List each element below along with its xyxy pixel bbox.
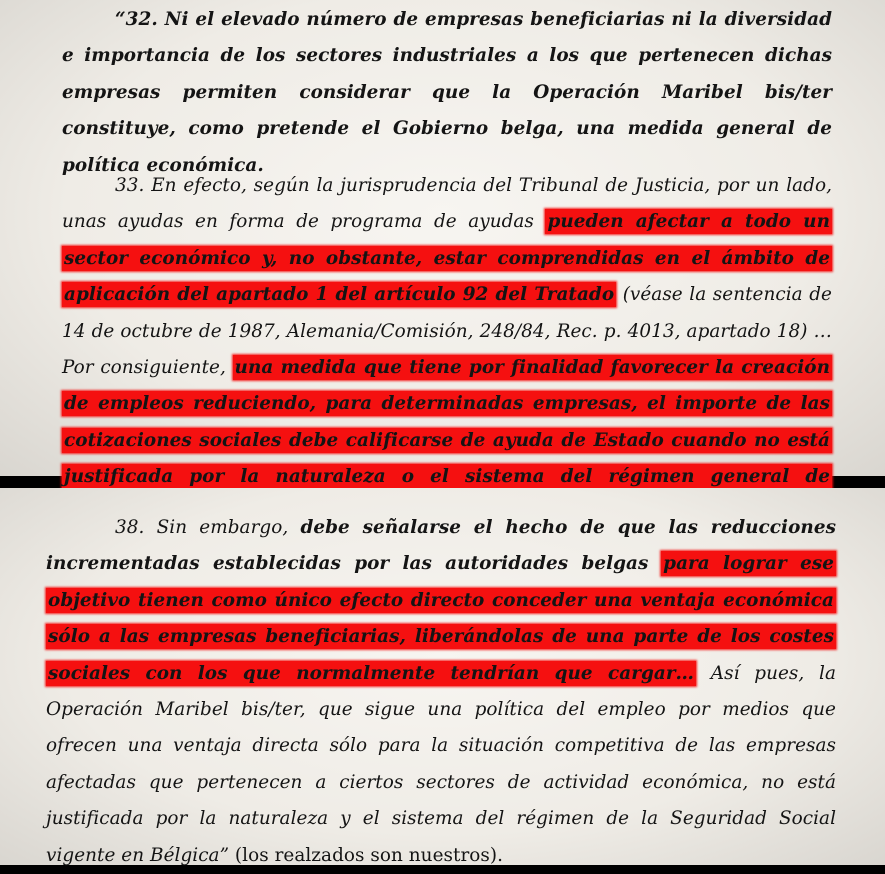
paragraph-33-intro: 33. En efecto, según la jurisprudencia del Tribunal de Justicia, por un lado, unas ayudas en forma de programa de ayudas [62,175,832,233]
bold-passage: debe señalarse el hecho de que las reducciones incrementadas establecidas por las autoridades belgas [46,517,836,575]
paragraph-38-rest: Así pues, la Operación Maribel bis/ter, que sigue una política del empleo por medios que ofrecen una ventaja directa sólo para la situación competitiva de las empresas afectadas que pertenecen a ciertos sectores de actividad económica, no está justificada por la naturaleza y el sistema del régimen de la Seguridad Social vigente en Bélgica [46,662,836,866]
paragraph-33 [62,168,832,532]
opening-quote: “ [115,9,126,30]
highlighted-passage-2: una medida que tiene por finalidad favorecer la creación de empleos reduciendo, para determinadas empresas, el importe de las cotizaciones sociales debe calificarse de ayuda de Estado cuando no está justificada por la naturaleza o el sistema del régimen general de [62,355,832,526]
paragraph-33-middle: (véase la sentencia de 14 de octubre de 1987, Alemania/Comisión, 248/84, Rec. p. 4013, apartado 18) … Por consiguiente, [62,284,832,379]
document-excerpt-bottom [0,488,885,865]
paragraph-38 [46,510,836,874]
closing-quote: ” [219,844,230,866]
paragraph-38-intro: 38. Sin embargo, [115,517,301,538]
emphasis-note: (los realzados son nuestros). [229,844,504,866]
paragraph-32 [62,2,832,184]
highlighted-passage-3: para lograr ese objetivo tienen como único efecto directo conceder una ventaja económica sólo a las empresas beneficiarias, liberándolas de una parte de los costes sociales con los que normalmente tendrían que cargar… [48,553,834,684]
highlighted-passage-1: pueden afectar a todo un sector económico y, no obstante, estar comprendidas en el ámbito de aplicación del apartado 1 del artículo 92 del Tratado [64,211,831,306]
paragraph-32-text: 32. Ni el elevado número de empresas beneficiarias ni la diversidad e importancia de los sectores industriales a los que pertenecen dichas empresas permiten considerar que la Operación Maribel bis/ter constituye, como pretende el Gobierno belga, una medida general de política económica. [62,9,832,176]
